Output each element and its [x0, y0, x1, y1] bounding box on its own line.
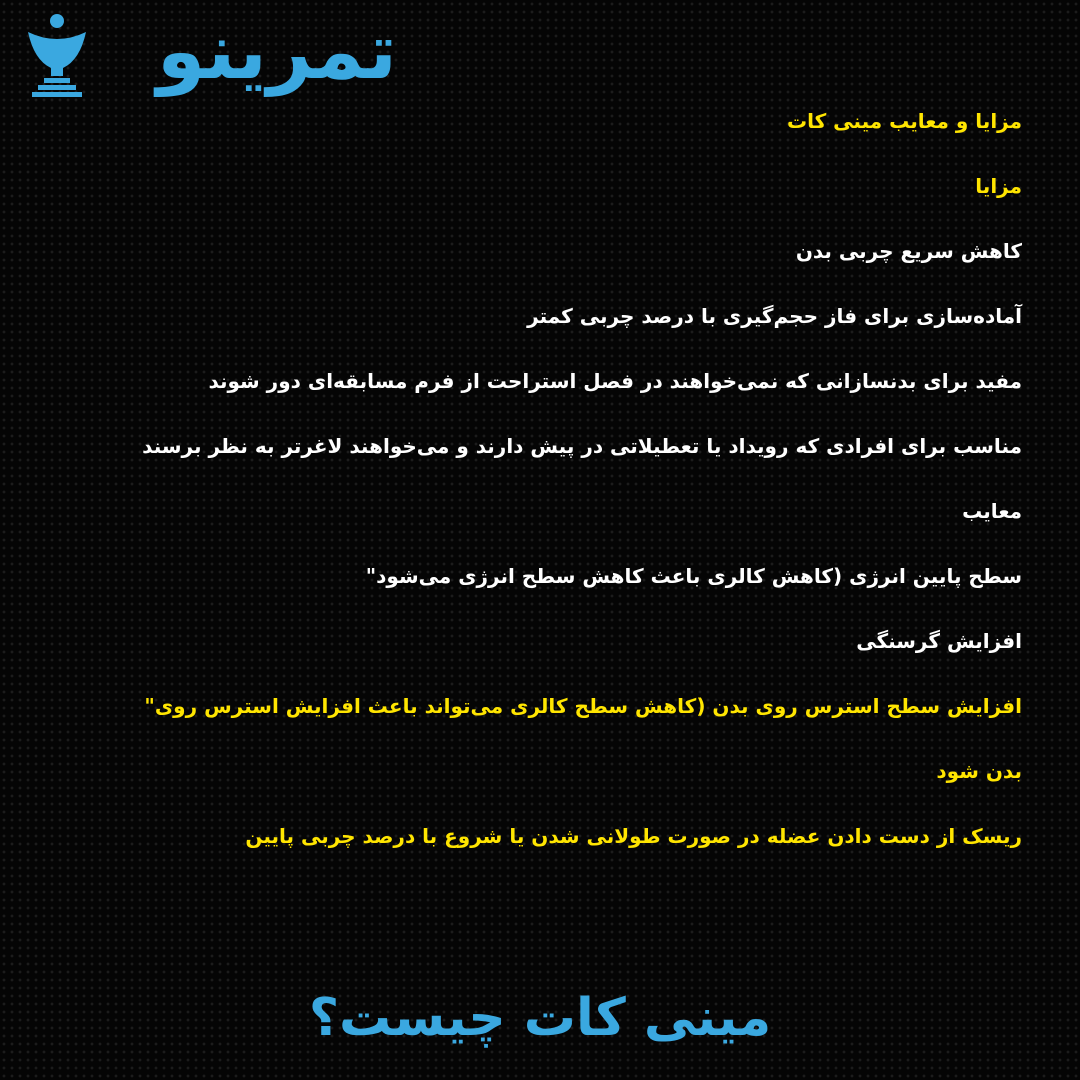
content-list — [42, 96, 1022, 876]
trophy-cup-icon — [14, 12, 100, 98]
con-item-2: افزایش گرسنگی — [856, 629, 1022, 653]
heading-cons: معایب — [962, 499, 1022, 523]
heading-pros-cons: مزایا و معایب مینی کات — [786, 109, 1022, 133]
heading-pros: مزایا — [975, 174, 1022, 198]
con-item-3-line-2: بدن شود — [936, 759, 1022, 783]
footer-title: مینی کات چیست؟ — [308, 988, 772, 1048]
con-item-4: ریسک از دست دادن عضله در صورت طولانی شدن یا شروع با درصد چربی پایین — [245, 824, 1022, 848]
pro-item-4: مناسب برای افرادی که رویداد یا تعطیلاتی در پیش دارند و می‌خواهند لاغرتر به نظر برسند — [142, 434, 1022, 458]
pro-item-2: آماده‌سازی برای فاز حجم‌گیری با درصد چربی کمتر — [527, 304, 1022, 328]
con-item-1: سطح پایین انرژی (کاهش کالری باعث کاهش سطح انرژی می‌شود" — [365, 564, 1022, 588]
pro-item-1: کاهش سریع چربی بدن — [795, 239, 1022, 263]
pro-item-3: مفید برای بدنسازانی که نمی‌خواهند در فصل استراحت از فرم مسابقه‌ای دور شوند — [208, 369, 1022, 393]
con-item-3-line-1: افزایش سطح استرس روی بدن (کاهش سطح کالری می‌تواند باعث افزایش استرس روی" — [144, 694, 1022, 718]
brand-name: تمرینو — [156, 7, 398, 97]
brand-logo — [14, 8, 444, 100]
